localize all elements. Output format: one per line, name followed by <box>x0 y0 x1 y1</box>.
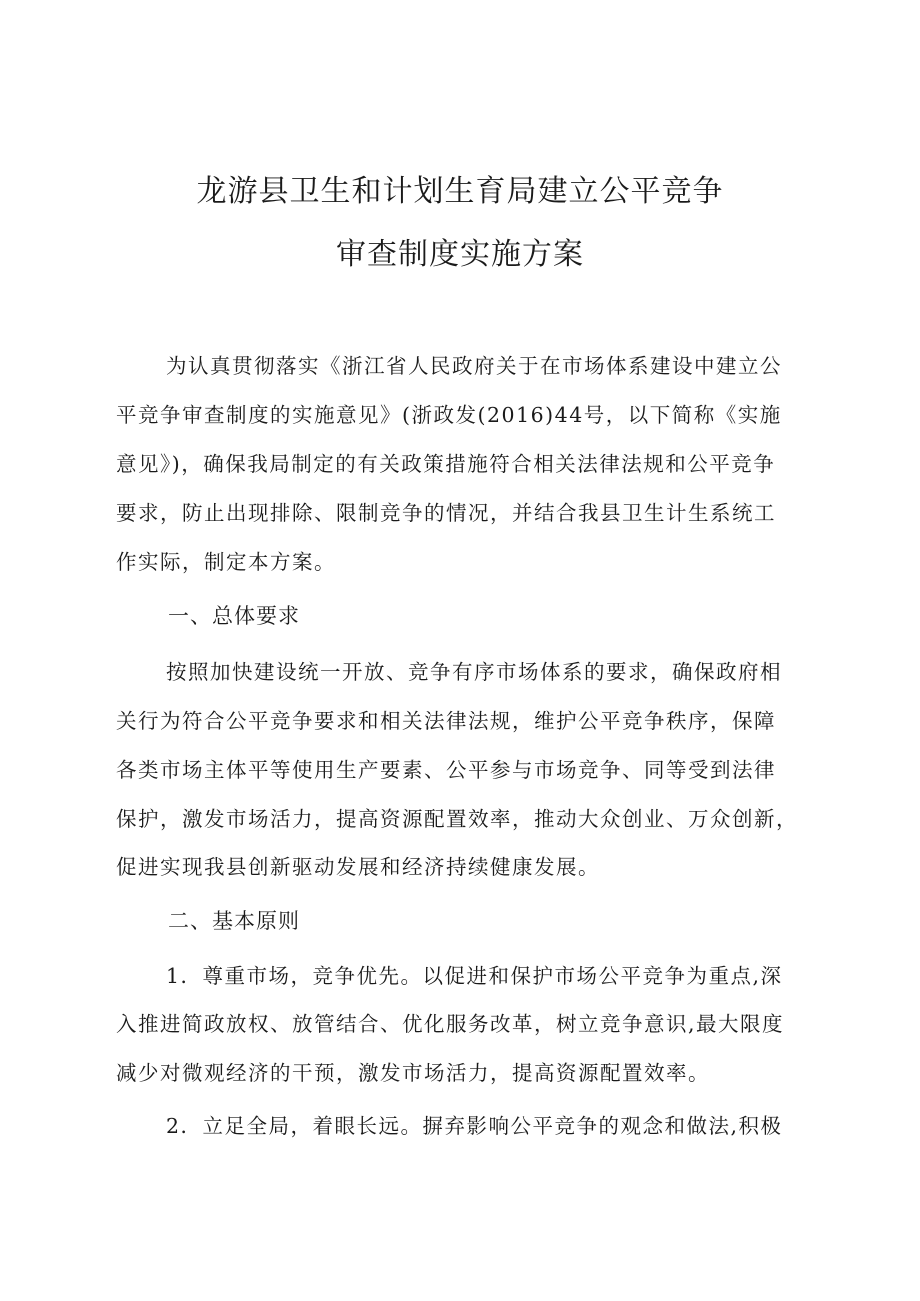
intro-line: 意见》)，确保我局制定的有关政策措施符合相关法律法规和公平竞争 <box>116 452 776 476</box>
section1-line: 促进实现我县创新驱动发展和经济持续健康发展。 <box>116 855 600 879</box>
intro-line: 要求，防止出现排除、限制竞争的情况，并结合我县卫生计生系统工 <box>116 501 776 525</box>
intro-line: 为认真贯彻落实《浙江省人民政府关于在市场体系建设中建立公 <box>166 354 782 378</box>
document-title-line-1: 龙游县卫生和计划生育局建立公平竞争 <box>196 174 724 209</box>
document-title-line-2: 审查制度实施方案 <box>336 237 584 272</box>
principle1-line: 入推进简政放权、放管结合、优化服务改革，树立竞争意识,最大限度 <box>116 1012 785 1036</box>
intro-line: 作实际，制定本方案。 <box>116 550 336 574</box>
section1-line: 按照加快建设统一开放、竞争有序市场体系的要求，确保政府相 <box>166 660 782 684</box>
section-heading-basic-principles: 二、基本原则 <box>168 909 300 933</box>
section1-line: 保护，激发市场活力，提高资源配置效率，推动大众创业、万众创新， <box>116 807 798 831</box>
section1-line: 各类市场主体平等使用生产要素、公平参与市场竞争、同等受到法律 <box>116 758 776 782</box>
section1-line: 关行为符合公平竞争要求和相关法律法规，维护公平竞争秩序，保障 <box>116 709 776 733</box>
intro-line: 平竞争审查制度的实施意见》(浙政发(2016)44号，以下简称《实施 <box>116 403 782 427</box>
principle2-line: 2．立足全局，着眼长远。摒弃影响公平竞争的观念和做法,积极 <box>166 1114 783 1138</box>
principle1-line: 减少对微观经济的干预，激发市场活力，提高资源配置效率。 <box>116 1061 710 1085</box>
principle1-line: 1．尊重市场，竞争优先。以促进和保护市场公平竞争为重点,深 <box>166 964 783 988</box>
section-heading-general-requirements: 一、总体要求 <box>168 604 300 628</box>
